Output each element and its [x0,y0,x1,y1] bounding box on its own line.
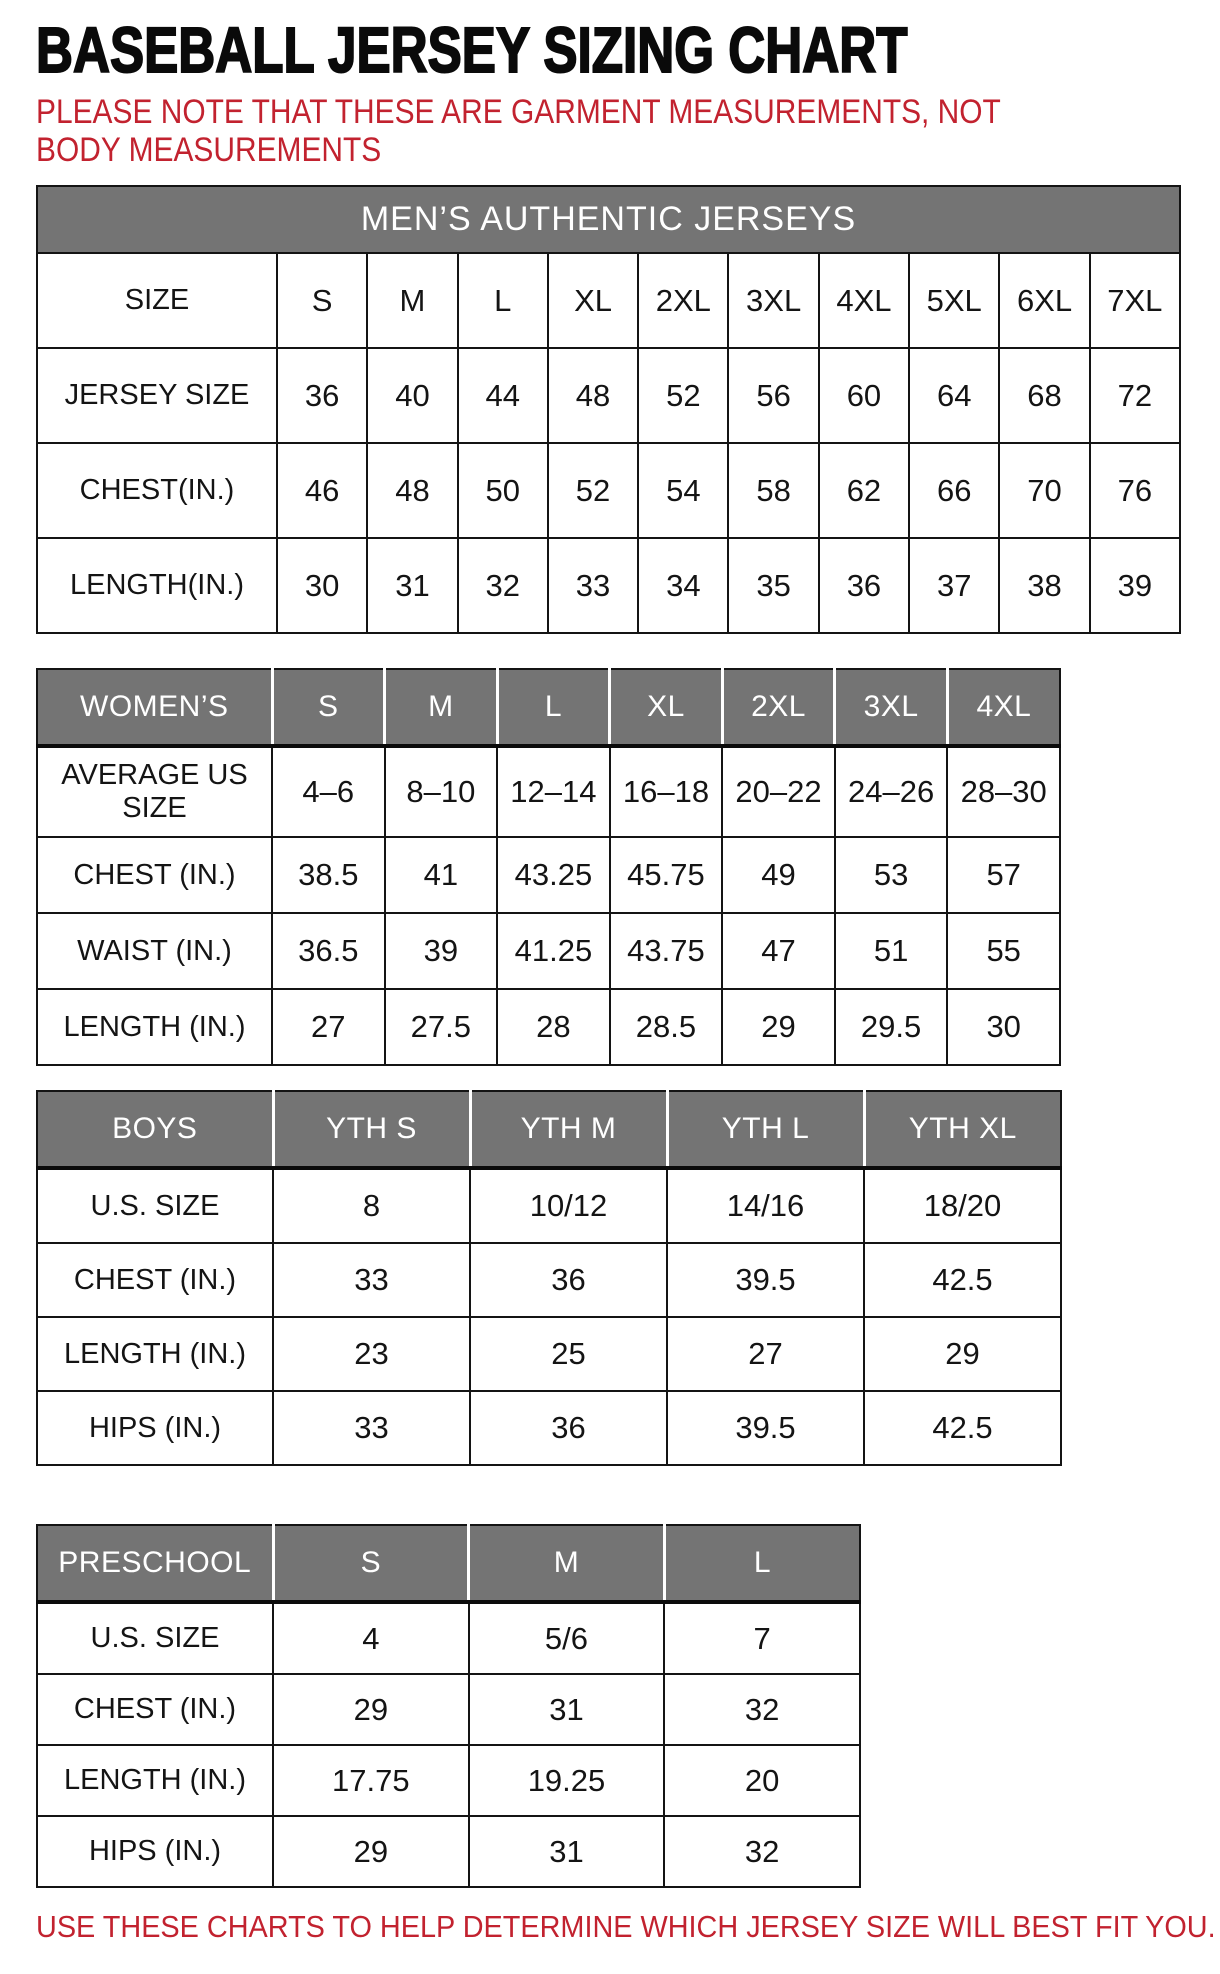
mens-row-chest-in [37,443,1180,538]
preschool-row-label-u-s-size: U.S. SIZE [37,1602,273,1674]
preschool-value-cell: 31 [469,1674,665,1745]
womens-row-length-in [37,989,1060,1065]
boys-value-cell: 42.5 [864,1391,1061,1465]
boys-size-header-yth-l: YTH L [667,1091,864,1168]
mens-value-cell: 34 [638,538,728,633]
womens-size-header-xl: XL [610,669,723,746]
preschool-value-cell: 29 [273,1816,469,1887]
mens-value-cell: 52 [638,348,728,443]
mens-value-cell: 58 [728,443,818,538]
womens-value-cell: 28.5 [610,989,723,1065]
preschool-value-cell: 5/6 [469,1602,665,1674]
womens-value-cell: 36.5 [272,913,385,989]
womens-value-cell: 45.75 [610,837,723,913]
mens-value-cell: 30 [277,538,367,633]
boys-value-cell: 23 [273,1317,470,1391]
boys-value-cell: 25 [470,1317,667,1391]
preschool-value-cell: 31 [469,1816,665,1887]
garment-measurements-note: PLEASE NOTE THAT THESE ARE GARMENT MEASUREMENTS, NOT BODY MEASUREMENTS [36,93,1001,170]
mens-size-header-2xl: 2XL [638,253,728,348]
womens-header-row [37,669,1060,746]
mens-row-jersey-size [37,348,1180,443]
preschool-header-row [37,1525,860,1602]
boys-value-cell: 10/12 [470,1168,667,1243]
womens-value-cell: 29 [722,989,835,1065]
preschool-row-hips-in [37,1816,860,1887]
boys-title-cell: BOYS [37,1091,273,1168]
mens-value-cell: 40 [367,348,457,443]
womens-value-cell: 57 [947,837,1060,913]
boys-value-cell: 36 [470,1243,667,1317]
mens-size-header-s: S [277,253,367,348]
boys-value-cell: 18/20 [864,1168,1061,1243]
womens-value-cell: 12–14 [497,746,610,837]
mens-size-header-6xl: 6XL [999,253,1089,348]
womens-value-cell: 49 [722,837,835,913]
mens-value-cell: 37 [909,538,999,633]
boys-value-cell: 42.5 [864,1243,1061,1317]
boys-row-chest-in [37,1243,1061,1317]
mens-value-cell: 68 [999,348,1089,443]
preschool-jerseys-table [36,1524,861,1888]
womens-row-label-length-in: LENGTH (IN.) [37,989,272,1065]
mens-size-header-3xl: 3XL [728,253,818,348]
preschool-table-body [37,1602,860,1887]
mens-value-cell: 66 [909,443,999,538]
mens-table-body [37,253,1180,633]
mens-value-cell: 36 [277,348,367,443]
boys-value-cell: 36 [470,1391,667,1465]
boys-table-head [37,1091,1061,1168]
preschool-value-cell: 17.75 [273,1745,469,1816]
boys-value-cell: 39.5 [667,1391,864,1465]
womens-value-cell: 43.75 [610,913,723,989]
mens-value-cell: 38 [999,538,1089,633]
preschool-row-label-hips-in: HIPS (IN.) [37,1816,273,1887]
mens-value-cell: 64 [909,348,999,443]
womens-value-cell: 28 [497,989,610,1065]
boys-value-cell: 27 [667,1317,864,1391]
womens-row-average-us-size [37,746,1060,837]
mens-size-header-m: M [367,253,457,348]
mens-row-label-chest-in: CHEST(IN.) [37,443,277,538]
boys-header-row [37,1091,1061,1168]
mens-value-cell: 36 [819,538,909,633]
womens-value-cell: 16–18 [610,746,723,837]
mens-value-cell: 56 [728,348,818,443]
womens-value-cell: 27.5 [385,989,498,1065]
boys-row-label-length-in: LENGTH (IN.) [37,1317,273,1391]
mens-value-cell: 70 [999,443,1089,538]
boys-table-body [37,1168,1061,1465]
preschool-value-cell: 32 [664,1674,860,1745]
womens-title-cell: WOMEN’S [37,669,272,746]
boys-row-label-u-s-size: U.S. SIZE [37,1168,273,1243]
womens-table-head [37,669,1060,746]
boys-row-label-chest-in: CHEST (IN.) [37,1243,273,1317]
womens-value-cell: 39 [385,913,498,989]
womens-value-cell: 24–26 [835,746,948,837]
mens-size-header-4xl: 4XL [819,253,909,348]
womens-row-label-chest-in: CHEST (IN.) [37,837,272,913]
womens-size-header-l: L [497,669,610,746]
boys-row-label-hips-in: HIPS (IN.) [37,1391,273,1465]
mens-value-cell: 72 [1090,348,1180,443]
womens-table-body [37,746,1060,1065]
mens-authentic-jerseys-table [36,185,1181,634]
mens-size-label: SIZE [37,253,277,348]
boys-size-header-yth-s: YTH S [273,1091,470,1168]
preschool-title-cell: PRESCHOOL [37,1525,273,1602]
preschool-row-length-in [37,1745,860,1816]
womens-size-header-3xl: 3XL [835,669,948,746]
mens-row-label-jersey-size: JERSEY SIZE [37,348,277,443]
mens-size-header-7xl: 7XL [1090,253,1180,348]
mens-banner-row [37,186,1180,253]
womens-value-cell: 4–6 [272,746,385,837]
boys-row-u-s-size [37,1168,1061,1243]
boys-size-header-yth-m: YTH M [470,1091,667,1168]
mens-value-cell: 46 [277,443,367,538]
boys-value-cell: 8 [273,1168,470,1243]
mens-value-cell: 35 [728,538,818,633]
preschool-value-cell: 20 [664,1745,860,1816]
womens-size-header-m: M [385,669,498,746]
womens-value-cell: 41 [385,837,498,913]
preschool-value-cell: 32 [664,1816,860,1887]
preschool-size-header-m: M [469,1525,665,1602]
mens-size-row [37,253,1180,348]
mens-value-cell: 52 [548,443,638,538]
mens-value-cell: 60 [819,348,909,443]
mens-table-head [37,186,1180,253]
preschool-row-label-chest-in: CHEST (IN.) [37,1674,273,1745]
mens-value-cell: 31 [367,538,457,633]
footer-note: USE THESE CHARTS TO HELP DETERMINE WHICH JERSEY SIZE WILL BEST FIT YOU. [36,1909,1216,1945]
preschool-value-cell: 7 [664,1602,860,1674]
womens-value-cell: 47 [722,913,835,989]
preschool-table-head [37,1525,860,1602]
womens-row-label-average-us-size: AVERAGE US SIZE [37,746,272,837]
womens-jerseys-table [36,668,1061,1066]
womens-value-cell: 20–22 [722,746,835,837]
womens-value-cell: 51 [835,913,948,989]
preschool-value-cell: 4 [273,1602,469,1674]
mens-table-title: MEN’S AUTHENTIC JERSEYS [37,186,1180,253]
boys-value-cell: 33 [273,1243,470,1317]
boys-value-cell: 14/16 [667,1168,864,1243]
mens-value-cell: 44 [458,348,548,443]
womens-size-header-2xl: 2XL [722,669,835,746]
womens-value-cell: 43.25 [497,837,610,913]
preschool-size-header-l: L [664,1525,860,1602]
preschool-row-label-length-in: LENGTH (IN.) [37,1745,273,1816]
preschool-row-chest-in [37,1674,860,1745]
mens-value-cell: 62 [819,443,909,538]
mens-size-header-xl: XL [548,253,638,348]
womens-size-header-4xl: 4XL [947,669,1060,746]
mens-value-cell: 50 [458,443,548,538]
boys-row-length-in [37,1317,1061,1391]
boys-value-cell: 29 [864,1317,1061,1391]
mens-value-cell: 48 [548,348,638,443]
mens-value-cell: 76 [1090,443,1180,538]
womens-row-waist-in [37,913,1060,989]
womens-value-cell: 29.5 [835,989,948,1065]
mens-value-cell: 54 [638,443,728,538]
mens-value-cell: 32 [458,538,548,633]
boys-row-hips-in [37,1391,1061,1465]
preschool-size-header-s: S [273,1525,469,1602]
preschool-value-cell: 19.25 [469,1745,665,1816]
boys-jerseys-table [36,1090,1062,1466]
womens-value-cell: 28–30 [947,746,1060,837]
mens-value-cell: 39 [1090,538,1180,633]
mens-size-header-5xl: 5XL [909,253,999,348]
womens-value-cell: 38.5 [272,837,385,913]
preschool-value-cell: 29 [273,1674,469,1745]
womens-value-cell: 53 [835,837,948,913]
boys-value-cell: 39.5 [667,1243,864,1317]
mens-value-cell: 48 [367,443,457,538]
page-title: BASEBALL JERSEY SIZING CHART [36,14,908,86]
womens-size-header-s: S [272,669,385,746]
womens-value-cell: 41.25 [497,913,610,989]
boys-value-cell: 33 [273,1391,470,1465]
womens-row-label-waist-in: WAIST (IN.) [37,913,272,989]
womens-row-chest-in [37,837,1060,913]
womens-value-cell: 55 [947,913,1060,989]
womens-value-cell: 27 [272,989,385,1065]
mens-value-cell: 33 [548,538,638,633]
boys-size-header-yth-xl: YTH XL [864,1091,1061,1168]
mens-row-length-in [37,538,1180,633]
mens-row-label-length-in: LENGTH(IN.) [37,538,277,633]
womens-value-cell: 8–10 [385,746,498,837]
preschool-row-u-s-size [37,1602,860,1674]
mens-size-header-l: L [458,253,548,348]
womens-value-cell: 30 [947,989,1060,1065]
